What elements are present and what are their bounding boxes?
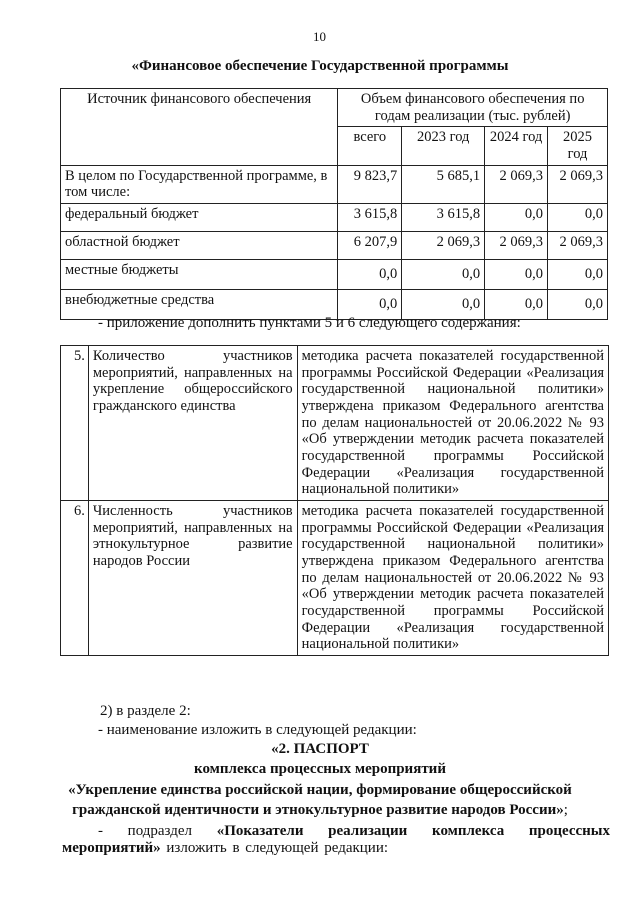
indicator-title: Количество участников мероприятий, направленных на укрепление общероссийского гражданского единства bbox=[88, 346, 297, 501]
table-row bbox=[61, 501, 609, 656]
cell-value: 0,0 bbox=[338, 260, 402, 290]
section2-line: - наименование изложить в следующей редакции: bbox=[98, 722, 417, 738]
cell-value: 2 069,3 bbox=[548, 232, 608, 260]
row-label: местные бюджеты bbox=[61, 260, 338, 290]
source-header: Источник финансового обеспечения bbox=[61, 89, 338, 166]
cell-value: 0,0 bbox=[402, 290, 485, 320]
appendix-note: - приложение дополнить пунктами 5 и 6 следующего содержания: bbox=[98, 315, 521, 331]
finance-table bbox=[60, 88, 608, 320]
final-pre: - подраздел bbox=[98, 823, 192, 839]
cell-value: 0,0 bbox=[485, 260, 548, 290]
item-number: 5. bbox=[61, 346, 89, 501]
passport-name-end: ; bbox=[563, 802, 568, 818]
cell-value: 0,0 bbox=[548, 204, 608, 232]
cell-value: 3 615,8 bbox=[338, 204, 402, 232]
cell-value: 2 069,3 bbox=[485, 232, 548, 260]
col-header-2025: 2025 год bbox=[548, 127, 608, 165]
cell-value: 0,0 bbox=[485, 204, 548, 232]
indicator-title: Численность участников мероприятий, направленных на этнокультурное развитие народов России bbox=[88, 501, 297, 656]
cell-value: 0,0 bbox=[485, 290, 548, 320]
final-post: изложить в следующей редакции: bbox=[166, 840, 389, 857]
cell-value: 2 069,3 bbox=[548, 165, 608, 203]
cell-value: 2 069,3 bbox=[402, 232, 485, 260]
volume-header: Объем финансового обеспечения по годам реализации (тыс. рублей) bbox=[338, 89, 608, 127]
final-paragraph bbox=[62, 823, 610, 858]
indicator-method: методика расчета показателей государственной программы Российской Федерации «Реализация государственной национальной политики» утверждена приказом Федерального агентства по делам национальностей от 20.06.2022 № 93 «Об утверждении методик расчета показателей государственной программы Российской Федерации «Реализация государственной национальной политики» bbox=[297, 501, 608, 656]
row-label: внебюджетные средства bbox=[61, 290, 338, 320]
cell-value: 3 615,8 bbox=[402, 204, 485, 232]
passport-name-line1: «Укрепление единства российской нации, формирование общероссийской bbox=[68, 782, 572, 798]
col-header-2023: 2023 год bbox=[402, 127, 485, 165]
page-number: 10 bbox=[313, 29, 326, 44]
table-row bbox=[61, 204, 608, 232]
passport-name-line2: гражданской идентичности и этнокультурное развитие народов России»; bbox=[72, 802, 568, 818]
col-header-total: всего bbox=[338, 127, 402, 165]
passport-subtitle: комплекса процессных мероприятий bbox=[194, 761, 446, 777]
item-number: 6. bbox=[61, 501, 89, 656]
cell-value: 0,0 bbox=[548, 260, 608, 290]
cell-value: 9 823,7 bbox=[338, 165, 402, 203]
table-row bbox=[61, 232, 608, 260]
cell-value: 2 069,3 bbox=[485, 165, 548, 203]
passport-title: «2. ПАСПОРТ bbox=[271, 741, 369, 757]
section2-intro: 2) в разделе 2: bbox=[100, 703, 191, 719]
cell-value: 6 207,9 bbox=[338, 232, 402, 260]
cell-value: 5 685,1 bbox=[402, 165, 485, 203]
col-header-2024: 2024 год bbox=[485, 127, 548, 165]
table-row bbox=[61, 346, 609, 501]
table-row bbox=[61, 165, 608, 203]
row-label: областной бюджет bbox=[61, 232, 338, 260]
table-row bbox=[61, 260, 608, 290]
row-label: В целом по Государственной программе, в том числе: bbox=[61, 165, 338, 203]
methodology-table bbox=[60, 345, 609, 656]
row-label: федеральный бюджет bbox=[61, 204, 338, 232]
cell-value: 0,0 bbox=[548, 290, 608, 320]
cell-value: 0,0 bbox=[338, 290, 402, 320]
indicator-method: методика расчета показателей государственной программы Российской Федерации «Реализация государственной национальной политики» утверждена приказом Федерального агентства по делам национальностей от 20.06.2022 № 93 «Об утверждении методик расчета показателей государственной программы Российской Федерации «Реализация государственной национальной политики» bbox=[297, 346, 608, 501]
final-bold: «Показатели реализации комплекса процессных мероприятий» bbox=[62, 823, 611, 857]
finance-heading: «Финансовое обеспечение Государственной программы bbox=[131, 58, 509, 74]
cell-value: 0,0 bbox=[402, 260, 485, 290]
